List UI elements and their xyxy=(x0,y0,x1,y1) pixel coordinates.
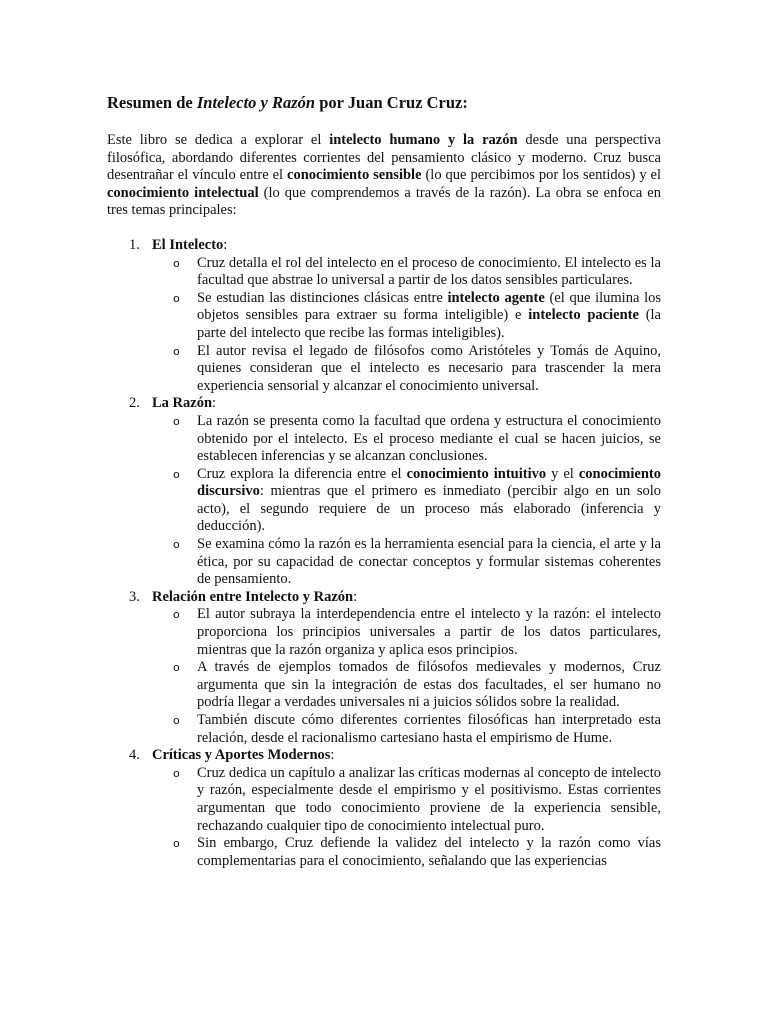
topic-heading xyxy=(152,747,661,765)
point-bold-term: intelecto paciente xyxy=(528,307,639,324)
topic-item xyxy=(107,589,661,747)
intro-text: (lo que percibimos por los sentidos) y el xyxy=(421,167,662,184)
point-text: Se estudian las distinciones clásicas entre xyxy=(197,289,448,306)
point-bold-term: conocimiento intuitivo xyxy=(406,465,547,482)
point-text: Se examina cómo la razón es la herramienta esencial para la ciencia, el arte y la ética, por su capacidad de conectar conceptos y formular sistemas coherentes de pensamiento. xyxy=(197,536,661,588)
intro-bold-term: conocimiento intelectual xyxy=(107,184,259,201)
topic-points xyxy=(152,606,661,747)
title-prefix: Resumen de xyxy=(107,93,197,112)
point-text: También discute cómo diferentes corrientes filosóficas han interpretado esta relación, desde el racionalismo cartesiano hasta el empirismo de Hume. xyxy=(197,712,661,746)
intro-text: Este libro se dedica a explorar el xyxy=(107,132,330,148)
bullet-icon: o xyxy=(173,467,180,481)
point-text: : mientras que el primero es inmediato (percibir algo en un solo acto), el segundo requiere de un proceso más elaborado (inferencia y deducción). xyxy=(197,483,661,535)
bullet-icon: o xyxy=(173,608,180,622)
topic-points xyxy=(152,765,661,871)
bullet-icon: o xyxy=(173,714,180,727)
intro-text: (lo que comprendemos a través de la razón). La obra se enfoca en tres temas principales: xyxy=(107,184,661,219)
topic-heading-text: Relación entre Intelecto y Razón xyxy=(152,588,354,605)
topic-number: 4. xyxy=(129,747,140,764)
bullet-icon: o xyxy=(173,837,180,851)
topic-heading-colon: : xyxy=(212,395,217,412)
title-book-name: Intelecto y Razón xyxy=(196,93,316,112)
topic-number: 1. xyxy=(129,236,140,253)
title-suffix: por Juan Cruz Cruz: xyxy=(315,93,468,112)
topic-heading xyxy=(152,395,661,413)
bullet-icon: o xyxy=(173,766,180,780)
topic-heading xyxy=(152,589,661,607)
intro-bold-term: conocimiento sensible xyxy=(287,167,422,184)
topic-points xyxy=(152,255,661,396)
list-item xyxy=(152,466,661,536)
point-text: Cruz dedica un capítulo a analizar las críticas modernas al concepto de intelecto y razón, especialmente desde el empirismo y el positivismo. Estas corrientes argumentan que todo conocimiento proviene de la experiencia sensible, rechazando cualquier tipo de conocimiento intelectual puro. xyxy=(197,764,661,834)
list-item xyxy=(152,712,661,747)
topics-list xyxy=(107,237,661,870)
list-item xyxy=(152,835,661,870)
list-item xyxy=(152,255,661,290)
list-item xyxy=(152,343,661,396)
bullet-icon: o xyxy=(173,291,180,305)
intro-bold-term: intelecto humano y la razón xyxy=(329,132,518,148)
topic-number: 3. xyxy=(129,588,140,605)
point-text: Cruz explora la diferencia entre el xyxy=(197,465,407,482)
topic-heading-colon: : xyxy=(330,747,335,764)
list-item xyxy=(152,606,661,659)
bullet-icon: o xyxy=(173,661,180,675)
topic-item xyxy=(107,237,661,395)
point-text: (el que ilumina los objetos sensibles para extraer su forma inteligible) e xyxy=(197,289,662,324)
list-item xyxy=(152,536,661,589)
point-bold-term: intelecto agente xyxy=(447,289,545,306)
topic-heading-colon: : xyxy=(223,236,228,253)
topic-heading-text: El Intelecto xyxy=(152,236,224,253)
topic-item xyxy=(107,747,661,870)
point-text: La razón se presenta como la facultad que ordena y estructura el conocimiento obtenido por el intelecto. Es el proceso mediante el cual se hacen juicios, se establecen inferencias y se alcanzan conclusiones. xyxy=(197,412,661,465)
bullet-icon: o xyxy=(173,344,180,358)
list-item xyxy=(152,765,661,835)
bullet-icon: o xyxy=(173,538,180,552)
point-text: El autor revisa el legado de filósofos como Aristóteles y Tomás de Aquino, quienes consideran que el intelecto es necesario para trascender la mera experiencia sensorial y alcanzar el conocimiento universal. xyxy=(197,342,661,394)
point-text: El autor subraya la interdependencia entre el intelecto y la razón: el intelecto proporciona los principios universales a partir de los datos particulares, mientras que la razón organiza y aplica esos principios. xyxy=(197,606,661,658)
point-text: (la parte del intelecto que recibe las formas inteligibles). xyxy=(197,307,661,341)
topic-heading-text: La Razón xyxy=(152,395,213,412)
list-item xyxy=(152,659,661,712)
document-title xyxy=(107,92,661,114)
list-item xyxy=(152,413,661,466)
point-text: Sin embargo, Cruz defiende la validez del intelecto y la razón como vías complementarias para el conocimiento, señalando que las experiencias xyxy=(197,835,661,869)
topic-heading xyxy=(152,237,661,255)
point-text: y el xyxy=(546,465,579,482)
intro-paragraph xyxy=(107,132,661,220)
topic-heading-text: Críticas y Aportes Modernos xyxy=(152,747,331,764)
intro-text: desde una perspectiva filosófica, abordando diferentes corrientes del pensamiento clásico y moderno. Cruz busca desentrañar el vínculo entre el xyxy=(107,132,661,184)
point-bold-term: conocimiento discursivo xyxy=(197,465,661,500)
topic-number: 2. xyxy=(129,395,140,412)
topic-heading-colon: : xyxy=(353,588,358,605)
bullet-icon: o xyxy=(173,256,180,270)
topic-item xyxy=(107,395,661,589)
point-text: Cruz detalla el rol del intelecto en el proceso de conocimiento. El intelecto es la facultad que abstrae lo universal a partir de los datos sensibles particulares. xyxy=(197,254,661,289)
bullet-icon: o xyxy=(173,414,180,428)
topic-points xyxy=(152,413,661,589)
point-text: A través de ejemplos tomados de filósofos medievales y modernos, Cruz argumenta que sin la integración de estas dos facultades, el ser humano no podría llegar a verdades universales ni a juicios sólidos sobre la realidad. xyxy=(197,659,661,711)
list-item xyxy=(152,290,661,343)
